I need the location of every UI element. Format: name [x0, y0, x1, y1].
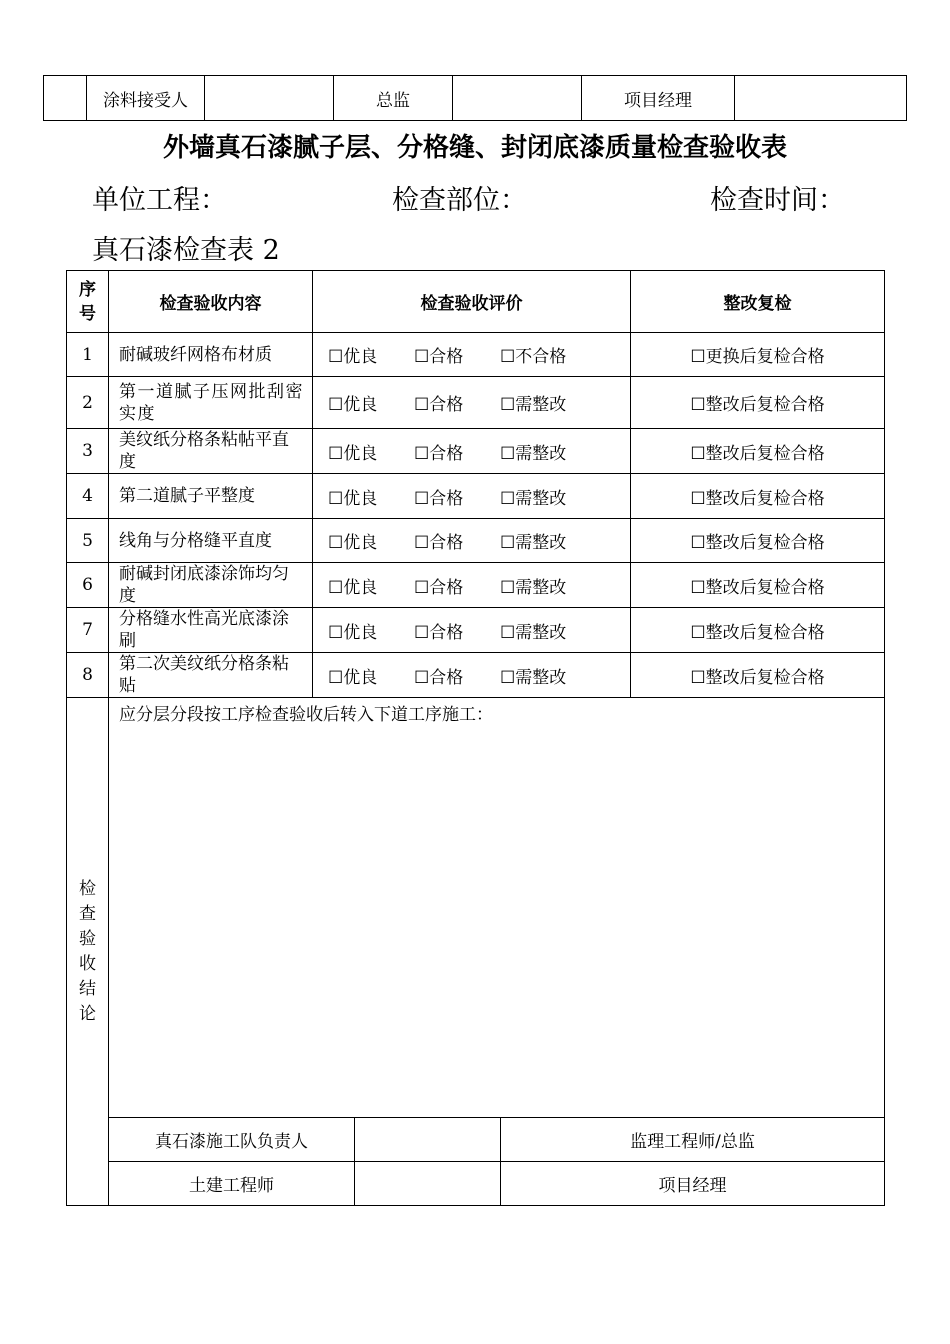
row-content: 美纹纸分格条粘帖平直度: [109, 429, 313, 474]
checkbox-recheck[interactable]: ☐整改后复检合格: [631, 563, 885, 608]
table-row: [67, 563, 885, 608]
checkbox-qualified[interactable]: ☐合格: [414, 488, 464, 509]
row-content: 线角与分格缝平直度: [109, 519, 313, 563]
table-row: [67, 333, 885, 377]
civil-engineer-value[interactable]: [355, 1162, 501, 1206]
coating-receiver-label: 涂料接受人: [87, 76, 205, 121]
conclusion-text-area[interactable]: [109, 698, 885, 1118]
checkbox-excellent[interactable]: ☐优良: [328, 395, 378, 415]
chief-supervisor-value[interactable]: [453, 76, 582, 121]
checkbox-qualified[interactable]: ☐合格: [414, 533, 464, 553]
checkbox-excellent[interactable]: ☐优良: [328, 533, 378, 553]
checkbox-excellent[interactable]: ☐优良: [328, 622, 378, 643]
civil-engineer-label: 土建工程师: [109, 1162, 355, 1206]
checkbox-recheck[interactable]: ☐整改后复检合格: [631, 474, 885, 519]
unit-project-label: 单位工程：: [92, 185, 227, 216]
supervisor-label: 监理工程师/总监: [501, 1118, 885, 1162]
inspection-table: [66, 270, 885, 1206]
row-evaluation: [313, 333, 631, 377]
checkbox-unqualified[interactable]: ☐不合格: [500, 347, 567, 367]
checkbox-qualified[interactable]: ☐合格: [414, 443, 464, 464]
row-seq: 2: [67, 377, 109, 429]
signature-row: [67, 1162, 885, 1206]
row-content: 耐碱封闭底漆涂饰均匀度: [109, 563, 313, 608]
row-seq: 5: [67, 519, 109, 563]
checkbox-qualified[interactable]: ☐合格: [414, 622, 464, 643]
conclusion-row: [67, 698, 885, 1118]
table-row: [67, 608, 885, 653]
table-header-row: [67, 271, 885, 333]
table-row: [67, 519, 885, 563]
checkbox-qualified[interactable]: ☐合格: [414, 395, 464, 415]
checkbox-needs-rectification[interactable]: ☐需整改: [500, 443, 567, 464]
checkbox-recheck[interactable]: ☐整改后复检合格: [631, 377, 885, 429]
team-leader-label: 真石漆施工队负责人: [109, 1118, 355, 1162]
checkbox-qualified[interactable]: ☐合格: [414, 577, 464, 598]
row-seq: 1: [67, 333, 109, 377]
row-content: 第二道腻子平整度: [109, 474, 313, 519]
inspection-part-label: 检查部位：: [392, 185, 527, 216]
checkbox-recheck[interactable]: ☐整改后复检合格: [631, 519, 885, 563]
row-evaluation: [313, 519, 631, 563]
row-evaluation: [313, 608, 631, 653]
row-content: 耐碱玻纤网格布材质: [109, 333, 313, 377]
checkbox-excellent[interactable]: ☐优良: [328, 577, 378, 598]
checkbox-excellent[interactable]: ☐优良: [328, 347, 378, 367]
table-row: [67, 474, 885, 519]
row-seq: 7: [67, 608, 109, 653]
table-row: [67, 377, 885, 429]
row-evaluation: [313, 474, 631, 519]
header-evaluation: 检查验收评价: [313, 271, 631, 333]
checkbox-recheck[interactable]: ☐更换后复检合格: [631, 333, 885, 377]
row-content: 第一道腻子压网批刮密实度: [109, 377, 313, 429]
row-content: 第二次美纹纸分格条粘贴: [109, 653, 313, 698]
header-recheck: 整改复检: [631, 271, 885, 333]
coating-receiver-value[interactable]: [205, 76, 334, 121]
checkbox-excellent[interactable]: ☐优良: [328, 488, 378, 509]
checkbox-needs-rectification[interactable]: ☐需整改: [500, 395, 567, 415]
checkbox-needs-rectification[interactable]: ☐需整改: [500, 533, 567, 553]
table-row: [67, 429, 885, 474]
document-title: 外墙真石漆腻子层、分格缝、封闭底漆质量检查验收表: [162, 133, 787, 163]
row-content: 分格缝水性高光底漆涂刷: [109, 608, 313, 653]
checkbox-excellent[interactable]: ☐优良: [328, 443, 378, 464]
checkbox-recheck[interactable]: ☐整改后复检合格: [631, 653, 885, 698]
row-seq: 3: [67, 429, 109, 474]
checkbox-excellent[interactable]: ☐优良: [328, 667, 378, 688]
row-seq: 4: [67, 474, 109, 519]
strip-blank-cell: [44, 76, 87, 121]
conclusion-label: 检 查 验 收 结 论: [67, 698, 109, 1206]
project-manager-label: 项目经理: [582, 76, 735, 121]
checkbox-recheck[interactable]: ☐整改后复检合格: [631, 429, 885, 474]
header-seq: 序号: [67, 271, 109, 333]
checkbox-qualified[interactable]: ☐合格: [414, 347, 464, 367]
checkbox-needs-rectification[interactable]: ☐需整改: [500, 622, 567, 643]
row-evaluation: [313, 563, 631, 608]
checkbox-qualified[interactable]: ☐合格: [414, 667, 464, 688]
header-content: 检查验收内容: [109, 271, 313, 333]
row-evaluation: [313, 429, 631, 474]
top-signature-strip: [43, 75, 907, 121]
row-evaluation: [313, 377, 631, 429]
conclusion-text: 应分层分段按工序检查验收后转入下道工序施工：: [119, 705, 493, 725]
project-manager-value[interactable]: [735, 76, 907, 121]
inspection-time-label: 检查时间：: [710, 185, 845, 216]
checkbox-needs-rectification[interactable]: ☐需整改: [500, 488, 567, 509]
row-evaluation: [313, 653, 631, 698]
row-seq: 8: [67, 653, 109, 698]
checkbox-needs-rectification[interactable]: ☐需整改: [500, 667, 567, 688]
row-seq: 6: [67, 563, 109, 608]
checkbox-recheck[interactable]: ☐整改后复检合格: [631, 608, 885, 653]
chief-supervisor-label: 总监: [334, 76, 453, 121]
table-row: [67, 653, 885, 698]
sheet-subtitle: 真石漆检查表 2: [92, 235, 280, 266]
project-manager-label: 项目经理: [501, 1162, 885, 1206]
signature-row: [67, 1118, 885, 1162]
team-leader-value[interactable]: [355, 1118, 501, 1162]
checkbox-needs-rectification[interactable]: ☐需整改: [500, 577, 567, 598]
